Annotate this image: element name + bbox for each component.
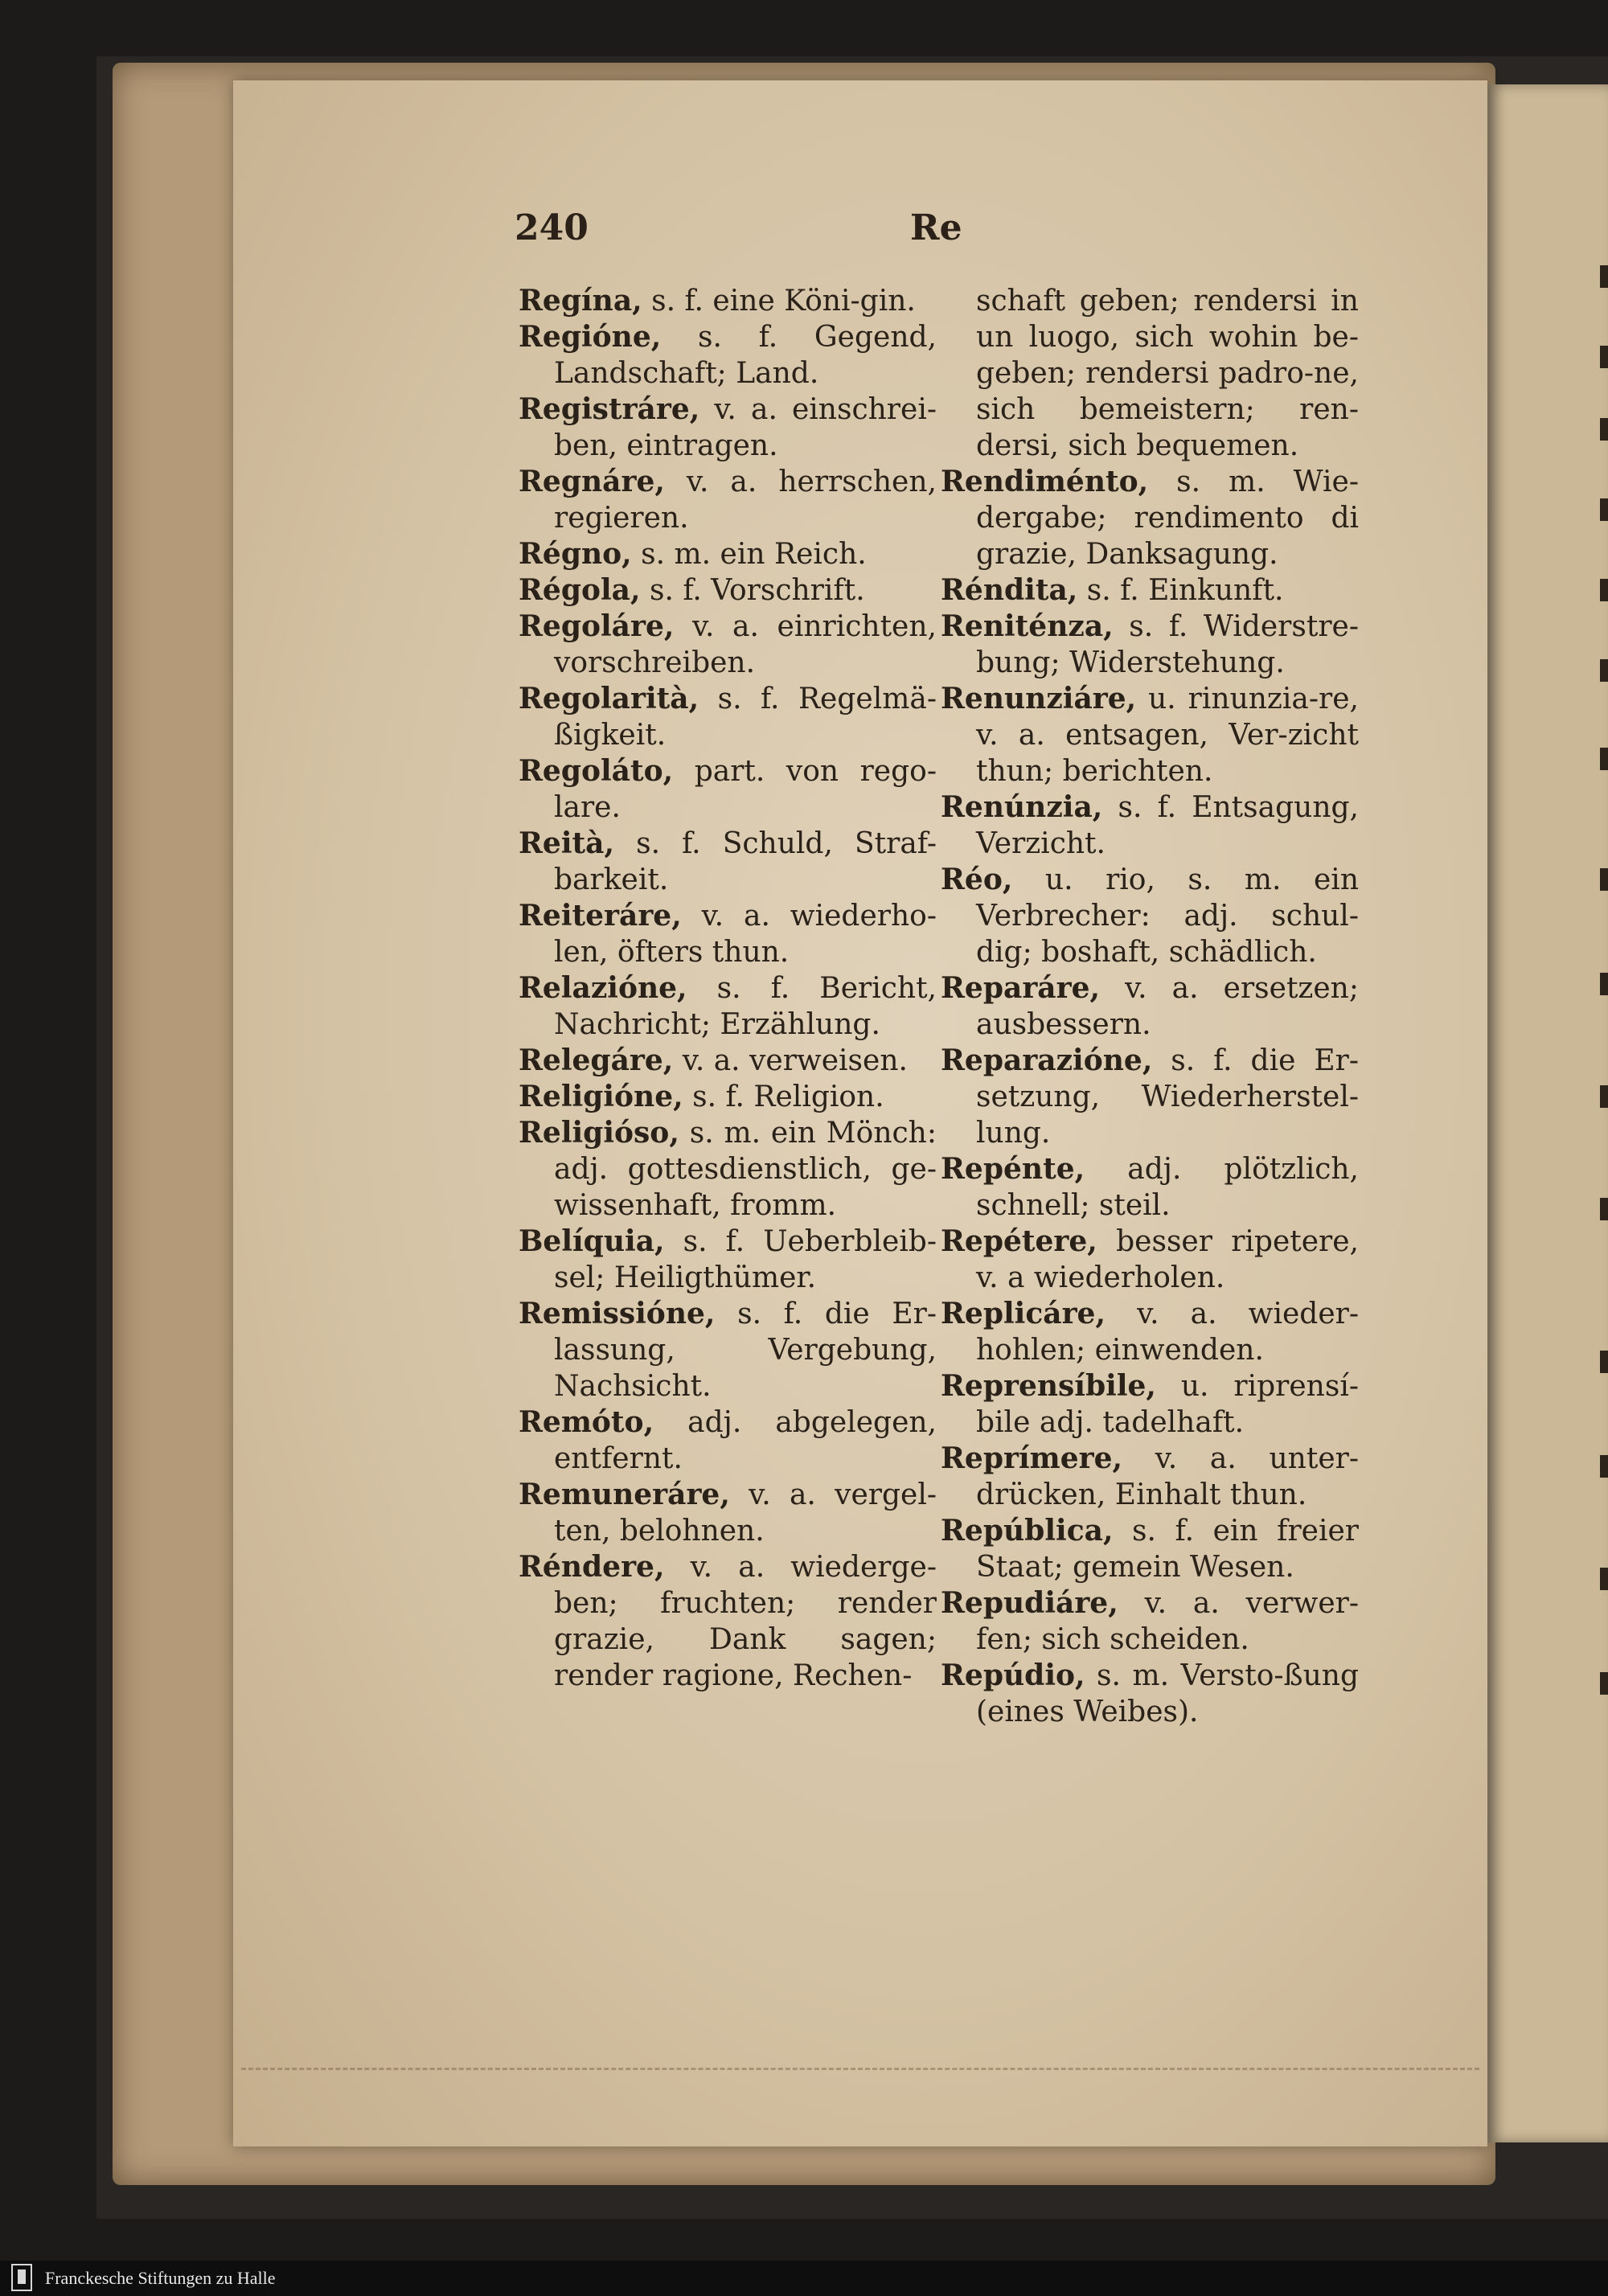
entry-definition: part. von rego-lare.	[554, 755, 937, 824]
entry-headword: Reità,	[519, 826, 614, 860]
entry-definition: s. f. Religion.	[683, 1080, 884, 1113]
entry-definition: schaft geben; rendersi in un luogo, sich wohin be-geben; rendersi padro-ne, sich bemeistern; ren-dersi, sich bequemen.	[976, 285, 1359, 462]
entry-definition: besser ripetere, v. a wiederholen.	[976, 1225, 1359, 1294]
facing-page	[1487, 84, 1608, 2142]
entry-definition: u. rio, s. m. ein Verbrecher: adj. schul-dig; boshaft, schädlich.	[976, 863, 1359, 969]
entry-headword: Remissióne,	[519, 1297, 716, 1330]
dictionary-entry	[519, 536, 937, 572]
dictionary-entry	[519, 1296, 937, 1404]
dictionary-entry	[519, 1224, 937, 1296]
entry-definition: s. f. eine Köni-gin.	[642, 285, 916, 318]
entry-headword: Reniténza,	[941, 609, 1114, 643]
entry-headword: Belíquia,	[519, 1224, 665, 1258]
entry-definition: v. a. einschrei-ben, eintragen.	[554, 393, 937, 462]
entry-headword: Repúdio,	[941, 1658, 1085, 1692]
dictionary-entry	[519, 1079, 937, 1115]
entry-headword: Reprensíbile,	[941, 1369, 1156, 1403]
entry-headword: Regióne,	[519, 320, 662, 354]
dictionary-entry	[941, 1441, 1359, 1513]
entry-headword: Renunziáre,	[941, 682, 1137, 715]
dictionary-entry	[941, 609, 1359, 681]
dictionary-entry	[519, 283, 937, 319]
dictionary-entry	[519, 609, 937, 681]
entry-definition: s. m. Versto-ßung (eines Weibes).	[976, 1659, 1359, 1728]
entry-definition: v. a. herrschen, regieren.	[554, 465, 937, 535]
institution-logo-icon	[11, 2264, 32, 2291]
dictionary-entry	[941, 1585, 1359, 1658]
entry-definition: s. f. Ueberbleib-sel; Heiligthümer.	[554, 1225, 937, 1294]
dictionary-entry	[519, 898, 937, 970]
entry-headword: Repénte,	[941, 1152, 1085, 1186]
entry-definition: s. f. Entsagung, Verzicht.	[976, 791, 1359, 860]
dictionary-entry	[941, 1658, 1359, 1730]
dictionary-entry	[519, 753, 937, 826]
entry-headword: Religióso,	[519, 1116, 679, 1150]
entry-definition: v. a. wiederge-ben; fruchten; render grazie, Dank sagen; render ragione, Rechen-	[554, 1551, 937, 1692]
entry-definition: v. a. vergel-ten, belohnen.	[554, 1478, 937, 1548]
entry-definition: s. f. Bericht, Nachricht; Erzählung.	[554, 972, 937, 1041]
dictionary-entry	[941, 1296, 1359, 1368]
entry-definition: s. m. Wie-dergabe; rendimento di grazie, Danksagung.	[976, 465, 1359, 571]
entry-definition: s. f. die Er-lassung, Vergebung, Nachsicht.	[554, 1298, 937, 1403]
page-bottom-edge	[241, 2058, 1479, 2070]
dictionary-entry	[941, 862, 1359, 970]
entry-definition: v. a. wieder-hohlen; einwenden.	[976, 1298, 1359, 1367]
dictionary-entry	[519, 1477, 937, 1549]
dictionary-entry	[519, 1404, 937, 1477]
entry-headword: Reparáre,	[941, 971, 1101, 1005]
dictionary-entry	[941, 283, 1359, 464]
dictionary-entry	[941, 464, 1359, 572]
entry-headword: Renúnzia,	[941, 790, 1103, 824]
dictionary-entry	[941, 1513, 1359, 1585]
entry-definition: v. a. ersetzen; ausbessern.	[976, 972, 1359, 1041]
entry-definition: v. a. einrichten, vorschreiben.	[554, 610, 937, 679]
entry-headword: Relazióne,	[519, 971, 687, 1005]
entry-headword: Registráre,	[519, 392, 700, 426]
entry-definition: s. f. Schuld, Straf-barkeit.	[554, 827, 937, 896]
dictionary-entry	[519, 1043, 937, 1079]
entry-headword: Reprímere,	[941, 1441, 1123, 1475]
entry-definition: s. m. ein Mönch: adj. gottesdienstlich, ge-wissenhaft, fromm.	[554, 1117, 937, 1222]
entry-definition: adj. abgelegen, entfernt.	[554, 1406, 937, 1475]
footer-label: Franckesche Stiftungen zu Halle	[45, 2268, 276, 2288]
entry-headword: Réndere,	[519, 1550, 665, 1584]
entry-definition: s. f. Gegend, Landschaft; Land.	[554, 321, 937, 390]
entry-definition: s. f. Widerstre-bung; Widerstehung.	[976, 610, 1359, 679]
entry-headword: Religióne,	[519, 1080, 683, 1113]
entry-headword: Remuneráre,	[519, 1478, 730, 1511]
footer-bar	[0, 2261, 1608, 2296]
dictionary-entry	[519, 572, 937, 609]
dictionary-entry	[519, 681, 937, 753]
dictionary-entry	[519, 826, 937, 898]
entry-definition: v. a. verweisen.	[673, 1044, 908, 1077]
entry-headword: Replicáre,	[941, 1297, 1106, 1330]
entry-definition: v. a. verwer-fen; sich scheiden.	[976, 1587, 1359, 1656]
entry-headword: Regoláto,	[519, 754, 674, 788]
entry-headword: Repétere,	[941, 1224, 1097, 1258]
entry-definition: u. riprensí-bile adj. tadelhaft.	[976, 1370, 1359, 1439]
entry-headword: Reparazióne,	[941, 1043, 1153, 1077]
dictionary-entry	[519, 970, 937, 1043]
entry-headword: Repudiáre,	[941, 1586, 1118, 1620]
entry-headword: Réo,	[941, 863, 1013, 896]
entry-definition: adj. plötzlich, schnell; steil.	[976, 1153, 1359, 1222]
entry-headword: Regína,	[519, 284, 642, 318]
entry-definition: s. f. die Er-setzung, Wiederherstel-lung.	[976, 1044, 1359, 1150]
entry-definition: s. f. Einkunft.	[1077, 574, 1284, 607]
entry-headword: Reiteráre,	[519, 899, 682, 933]
dictionary-entry	[519, 392, 937, 464]
running-head: Re	[910, 207, 962, 248]
dictionary-entry	[519, 464, 937, 536]
right-column	[941, 283, 1359, 1730]
entry-headword: Remóto,	[519, 1405, 654, 1439]
dictionary-entry	[941, 572, 1359, 609]
left-column	[519, 283, 937, 1694]
dictionary-entry	[519, 319, 937, 392]
dictionary-entry	[941, 681, 1359, 789]
entry-headword: Regolarità,	[519, 682, 699, 715]
entry-definition: v. a. unter-drücken, Einhalt thun.	[976, 1442, 1359, 1511]
entry-headword: Réndita,	[941, 573, 1078, 607]
entry-headword: Regnáre,	[519, 465, 665, 498]
dictionary-entry	[941, 789, 1359, 862]
entry-definition: s. f. Vorschrift.	[640, 574, 865, 607]
entry-headword: Régola,	[519, 573, 641, 607]
entry-headword: Régno,	[519, 537, 632, 571]
entry-definition: u. rinunzia-re, v. a. entsagen, Ver-zicht thun; berichten.	[976, 683, 1359, 788]
entry-headword: Regoláre,	[519, 609, 675, 643]
page-header	[515, 207, 1351, 256]
entry-definition: s. f. ein freier Staat; gemein Wesen.	[976, 1515, 1359, 1584]
entry-headword: República,	[941, 1514, 1114, 1548]
dictionary-entry	[519, 1549, 937, 1694]
dictionary-entry	[941, 1151, 1359, 1224]
entry-headword: Relegáre,	[519, 1043, 674, 1077]
dictionary-entry	[941, 1224, 1359, 1296]
page-number: 240	[515, 207, 589, 248]
entry-definition: s. m. ein Reich.	[631, 538, 867, 571]
dictionary-entry	[941, 970, 1359, 1043]
entry-definition: s. f. Regelmä-ßigkeit.	[554, 683, 937, 752]
dictionary-entry	[941, 1368, 1359, 1441]
dictionary-entry	[519, 1115, 937, 1224]
dictionary-entry	[941, 1043, 1359, 1151]
entry-headword: Rendiménto,	[941, 465, 1149, 498]
facing-page-text-edge	[1600, 265, 1608, 1712]
entry-definition: v. a. wiederho-len, öfters thun.	[554, 900, 937, 969]
